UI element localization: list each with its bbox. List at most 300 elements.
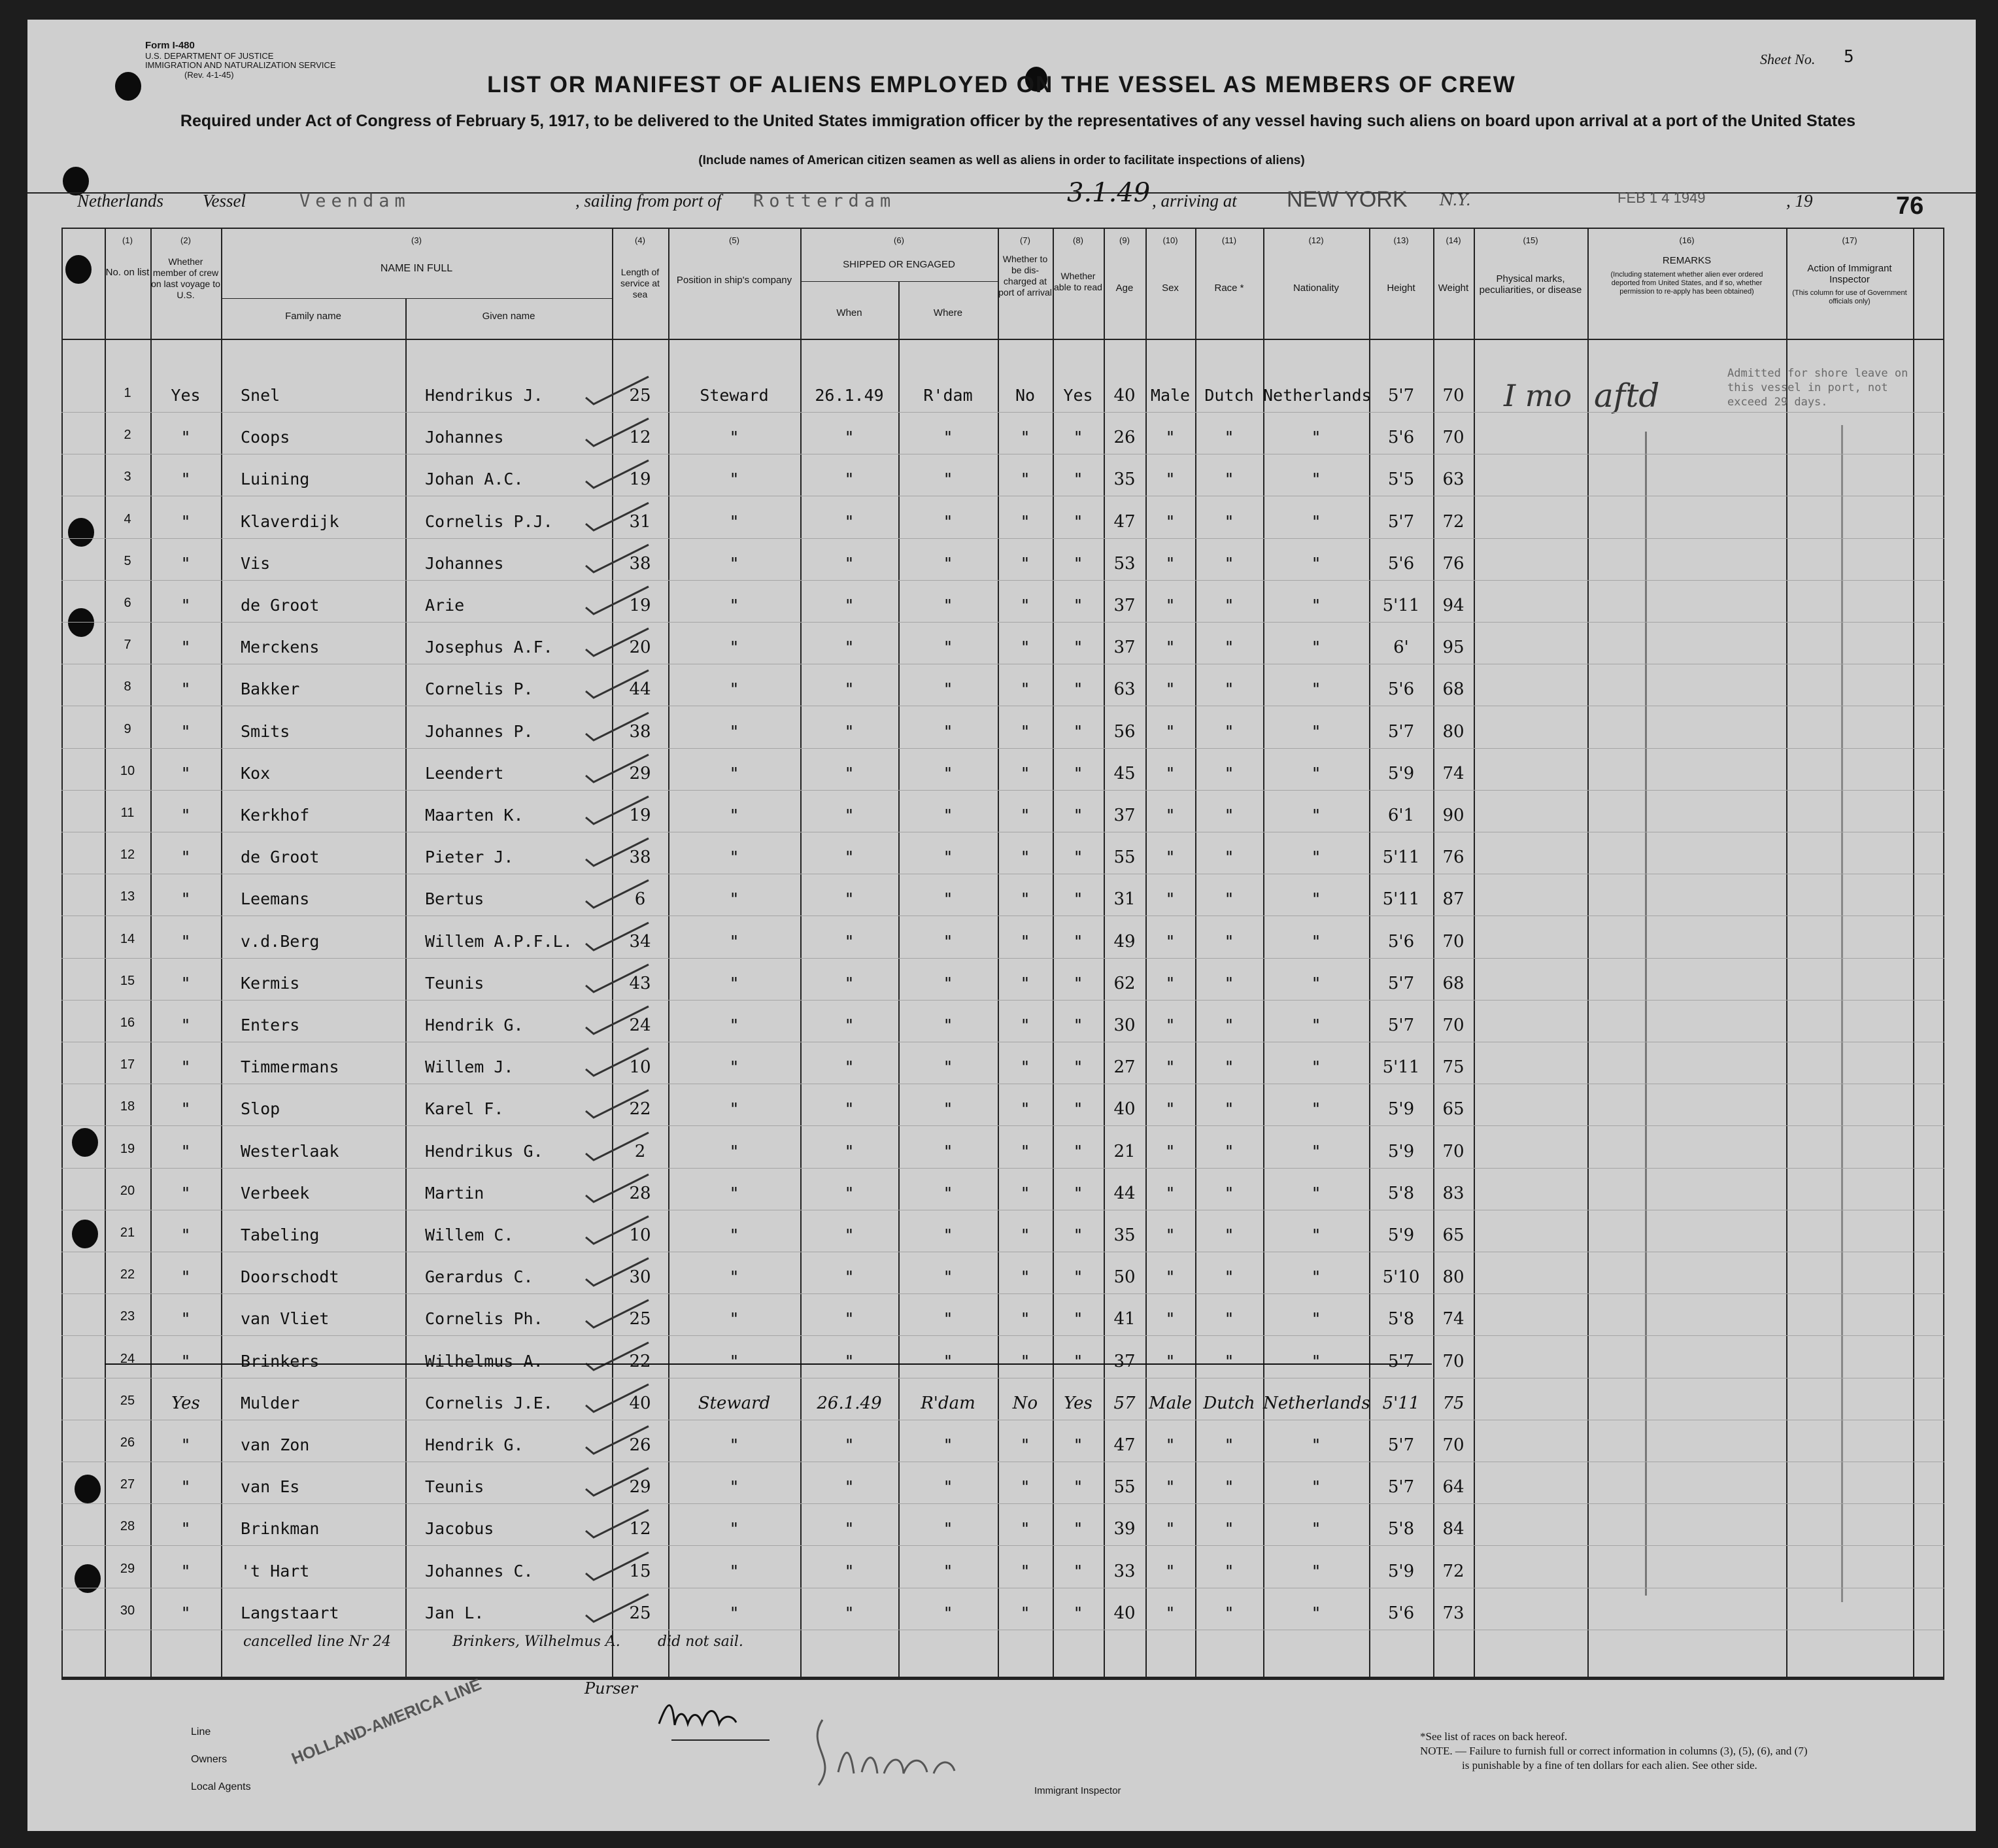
cell-row-number: 21 xyxy=(120,1225,135,1240)
cell-family-name: Doorschodt xyxy=(241,1267,339,1287)
cell-weight: 70 xyxy=(1442,1016,1465,1035)
cell-age: 39 xyxy=(1113,1519,1136,1539)
cell-nationality: " xyxy=(1311,1435,1321,1454)
cell-height: 5'8 xyxy=(1387,1183,1415,1203)
cell-able-to-read: " xyxy=(1073,428,1083,447)
cell-given-name: Karel F. xyxy=(425,1099,504,1119)
cell-sex: Male xyxy=(1150,386,1191,405)
check-mark-icon xyxy=(583,665,655,704)
cell-member-last-voyage: Yes xyxy=(171,1393,200,1413)
footer-rule xyxy=(61,1678,1944,1680)
vessel-prefix: Netherlands xyxy=(77,191,163,211)
sheet-number: 5 xyxy=(1844,47,1854,67)
cell-age: 21 xyxy=(1113,1141,1136,1161)
cell-row-number: 15 xyxy=(120,973,135,988)
cell-shipped-when: " xyxy=(844,511,855,531)
cell-sex: " xyxy=(1165,763,1176,783)
cell-discharged: " xyxy=(1020,847,1030,867)
cell-service-at-sea: 30 xyxy=(629,1267,651,1288)
cell-height: 5'7 xyxy=(1387,721,1415,742)
cell-row-number: 8 xyxy=(124,679,131,694)
check-mark-icon xyxy=(583,498,655,537)
form-number: Form I-480 xyxy=(145,40,195,51)
cell-weight: 75 xyxy=(1442,1393,1465,1413)
check-mark-icon xyxy=(583,1337,655,1377)
cell-discharged: " xyxy=(1020,470,1030,489)
cell-position: " xyxy=(729,553,739,573)
column-number: (13) xyxy=(1393,235,1409,245)
cell-sex: " xyxy=(1165,1519,1176,1539)
cell-given-name: Johan A.C. xyxy=(425,470,524,489)
cell-shipped-when: " xyxy=(844,763,855,783)
vessel-name: Veendam xyxy=(299,191,411,211)
cell-age: 55 xyxy=(1113,847,1136,868)
row-rule xyxy=(61,412,1944,413)
column-header-sex: Sex xyxy=(1162,282,1179,294)
cell-shipped-when: " xyxy=(844,638,855,657)
cell-service-at-sea: 6 xyxy=(634,889,646,910)
cell-race: " xyxy=(1224,1603,1234,1622)
cell-height: 5'10 xyxy=(1382,1267,1420,1288)
cell-able-to-read: " xyxy=(1073,1435,1083,1454)
column-number: (11) xyxy=(1221,235,1237,245)
cell-given-name: Bertus xyxy=(425,889,484,909)
cell-shipped-where: " xyxy=(943,638,953,657)
strike-through-line xyxy=(105,1363,1432,1365)
column-header-height: Height xyxy=(1387,282,1415,294)
cell-discharged: " xyxy=(1020,973,1030,993)
column-header-discharged: Whether to be dis-charged at port of arrival xyxy=(998,254,1052,298)
cell-position: " xyxy=(729,721,739,741)
column-number: (8) xyxy=(1073,235,1083,245)
cell-family-name: Westerlaak xyxy=(241,1141,339,1161)
column-number: (6) xyxy=(894,235,904,245)
cell-member-last-voyage: " xyxy=(180,1435,191,1454)
cell-height: 6' xyxy=(1393,638,1409,658)
column-header-nationality: Nationality xyxy=(1293,282,1340,294)
check-mark-icon xyxy=(583,413,655,453)
cell-height: 5'6 xyxy=(1387,931,1415,951)
cell-discharged: " xyxy=(1020,1519,1030,1539)
cell-age: 57 xyxy=(1113,1393,1136,1413)
cell-shipped-where: R'dam xyxy=(921,1393,975,1413)
cell-discharged: " xyxy=(1020,1351,1030,1371)
cell-position: " xyxy=(729,511,739,531)
cell-able-to-read: " xyxy=(1073,1225,1083,1244)
cell-shipped-where: " xyxy=(943,721,953,741)
cell-shipped-when: " xyxy=(844,1141,855,1161)
cell-able-to-read: " xyxy=(1073,1099,1083,1119)
cell-height: 5'6 xyxy=(1387,428,1415,448)
cell-row-number: 16 xyxy=(120,1016,135,1030)
cell-race: " xyxy=(1224,1099,1234,1119)
cell-weight: 73 xyxy=(1442,1603,1465,1623)
cell-shipped-where: " xyxy=(943,973,953,993)
cell-nationality: " xyxy=(1311,1561,1321,1581)
check-mark-icon xyxy=(583,833,655,872)
row-rule xyxy=(61,580,1944,581)
cell-sex: " xyxy=(1165,679,1176,699)
cell-position: " xyxy=(729,428,739,447)
cell-race: " xyxy=(1224,763,1234,783)
cell-given-name: Cornelis P. xyxy=(425,679,533,699)
cell-sex: " xyxy=(1165,847,1176,867)
cell-weight: 80 xyxy=(1442,721,1465,742)
cell-height: 5'11 xyxy=(1382,889,1420,910)
cell-member-last-voyage: " xyxy=(180,553,191,573)
check-mark-icon xyxy=(583,1379,655,1418)
row-rule xyxy=(61,790,1944,791)
cell-able-to-read: Yes xyxy=(1064,1393,1092,1413)
cell-height: 5'11 xyxy=(1382,847,1420,868)
cell-nationality: " xyxy=(1311,470,1321,489)
cell-given-name: Willem C. xyxy=(425,1225,514,1244)
cell-family-name: Langstaart xyxy=(241,1603,339,1622)
cell-family-name: Slop xyxy=(241,1099,280,1119)
port-from: Rotterdam xyxy=(753,191,896,211)
column-header-where: Where xyxy=(933,307,963,318)
row-rule xyxy=(61,1000,1944,1001)
cell-row-number: 17 xyxy=(120,1057,135,1072)
cell-discharged: " xyxy=(1020,1099,1030,1119)
cell-able-to-read: " xyxy=(1073,1267,1083,1287)
check-mark-icon xyxy=(583,1001,655,1040)
cell-position: " xyxy=(729,1183,739,1203)
row-rule xyxy=(61,1503,1944,1504)
cell-position: " xyxy=(729,1561,739,1581)
row-rule xyxy=(61,1293,1944,1294)
cell-row-number: 1 xyxy=(124,386,131,400)
check-mark-icon xyxy=(583,623,655,662)
cell-nationality: " xyxy=(1311,511,1321,531)
cell-height: 5'6 xyxy=(1387,1603,1415,1623)
arrival-date-stamp: FEB 1 4 1949 xyxy=(1617,190,1706,206)
cell-row-number: 26 xyxy=(120,1435,135,1450)
cell-nationality: " xyxy=(1311,847,1321,867)
column-number: (10) xyxy=(1162,235,1178,245)
cell-shipped-when: " xyxy=(844,1435,855,1454)
cell-shipped-where: " xyxy=(943,1225,953,1244)
cell-height: 5'7 xyxy=(1387,1016,1415,1035)
cell-weight: 95 xyxy=(1442,638,1465,658)
cell-age: 37 xyxy=(1113,806,1136,825)
cell-age: 33 xyxy=(1113,1561,1136,1581)
cell-family-name: van Es xyxy=(241,1477,300,1497)
cell-position: " xyxy=(729,1435,739,1454)
column-number: (9) xyxy=(1119,235,1130,245)
cell-service-at-sea: 19 xyxy=(629,806,651,825)
cell-race: " xyxy=(1224,973,1234,993)
cell-member-last-voyage: " xyxy=(180,721,191,741)
list-number: 76 xyxy=(1896,192,1924,220)
cell-discharged: No xyxy=(1015,386,1036,405)
cell-member-last-voyage: " xyxy=(180,428,191,447)
cell-member-last-voyage: " xyxy=(180,1183,191,1203)
check-mark-icon xyxy=(583,1085,655,1124)
column-number: (4) xyxy=(635,235,645,245)
cell-height: 5'7 xyxy=(1387,1435,1415,1455)
cell-service-at-sea: 12 xyxy=(629,1519,651,1539)
cell-discharged: " xyxy=(1020,1057,1030,1077)
cell-age: 30 xyxy=(1113,1016,1136,1035)
check-mark-icon xyxy=(583,1169,655,1208)
cell-position: " xyxy=(729,1016,739,1035)
cell-able-to-read: " xyxy=(1073,596,1083,615)
cell-family-name: 't Hart xyxy=(241,1561,310,1581)
cell-shipped-when: 26.1.49 xyxy=(817,1393,882,1413)
cell-discharged: " xyxy=(1020,806,1030,825)
cell-discharged: " xyxy=(1020,679,1030,699)
check-mark-icon xyxy=(583,1253,655,1292)
cell-sex: " xyxy=(1165,1561,1176,1581)
cell-row-number: 23 xyxy=(120,1309,135,1324)
cell-discharged: " xyxy=(1020,1016,1030,1035)
cell-height: 5'9 xyxy=(1387,1099,1415,1120)
line-label: Line xyxy=(191,1726,211,1737)
column-number: (12) xyxy=(1308,235,1324,245)
cell-position: " xyxy=(729,1351,739,1371)
header-rule xyxy=(61,339,1944,340)
cell-service-at-sea: 12 xyxy=(629,428,651,448)
cell-weight: 70 xyxy=(1442,1141,1465,1161)
cell-member-last-voyage: " xyxy=(180,806,191,825)
cell-sex: " xyxy=(1165,1309,1176,1329)
cell-sex: " xyxy=(1165,553,1176,573)
cell-sex: " xyxy=(1165,1267,1176,1287)
cell-able-to-read: " xyxy=(1073,847,1083,867)
cell-service-at-sea: 10 xyxy=(629,1225,651,1245)
name-subrule xyxy=(221,298,612,299)
cell-discharged: " xyxy=(1020,1603,1030,1622)
cell-discharged: " xyxy=(1020,1309,1030,1329)
check-mark-icon xyxy=(583,581,655,621)
cell-nationality: " xyxy=(1311,553,1321,573)
cell-race: Dutch xyxy=(1203,1393,1255,1413)
cell-discharged: " xyxy=(1020,638,1030,657)
cell-shipped-where: " xyxy=(943,763,953,783)
cell-height: 5'7 xyxy=(1387,511,1415,532)
cell-height: 5'6 xyxy=(1387,679,1415,700)
cell-service-at-sea: 22 xyxy=(629,1351,651,1371)
cell-able-to-read: " xyxy=(1073,763,1083,783)
cell-shipped-when: " xyxy=(844,931,855,951)
cell-able-to-read: " xyxy=(1073,1561,1083,1581)
cell-row-number: 30 xyxy=(120,1603,135,1618)
cell-able-to-read: " xyxy=(1073,511,1083,531)
cell-shipped-where: " xyxy=(943,1477,953,1497)
inspector-label: Immigrant Inspector xyxy=(1034,1785,1121,1796)
cell-sex: " xyxy=(1165,511,1176,531)
cell-service-at-sea: 25 xyxy=(629,1603,651,1623)
column-header-service: Length of service at sea xyxy=(620,267,660,299)
cell-race: " xyxy=(1224,1057,1234,1077)
column-number: (16) xyxy=(1679,235,1695,245)
cell-given-name: Leendert xyxy=(425,763,504,783)
cell-discharged: " xyxy=(1020,428,1030,447)
cell-race: " xyxy=(1224,511,1234,531)
cell-shipped-where: " xyxy=(943,1099,953,1119)
cell-member-last-voyage: " xyxy=(180,889,191,909)
cell-sex: " xyxy=(1165,1225,1176,1244)
row-rule xyxy=(61,1168,1944,1169)
cell-sex: " xyxy=(1165,428,1176,447)
column-header-remarks-note: (Including statement whether alien ever ordered deported from United States, and if so, whether permission to re-apply has been obtained) xyxy=(1610,271,1763,296)
cell-member-last-voyage: " xyxy=(180,1141,191,1161)
check-mark-icon xyxy=(583,1043,655,1082)
cell-age: 37 xyxy=(1113,638,1136,658)
check-mark-icon xyxy=(583,875,655,914)
races-note: *See list of races on back hereof. xyxy=(1420,1730,1568,1743)
cell-weight: 70 xyxy=(1442,428,1465,448)
cell-given-name: Jacobus xyxy=(425,1519,494,1539)
column-header-action-note: (This column for use of Government officials only) xyxy=(1792,289,1907,305)
cell-shipped-when: 26.1.49 xyxy=(815,386,884,405)
cell-position: Steward xyxy=(698,1393,771,1413)
cell-able-to-read: " xyxy=(1073,1183,1083,1203)
action-ditto-line xyxy=(1841,425,1843,1602)
cell-position: " xyxy=(729,1603,739,1622)
cell-family-name: van Zon xyxy=(241,1435,310,1454)
cell-row-number: 3 xyxy=(124,470,131,485)
cell-race: " xyxy=(1224,847,1234,867)
cell-member-last-voyage: " xyxy=(180,1309,191,1329)
cell-row-number: 12 xyxy=(120,847,135,863)
cell-row-number: 6 xyxy=(124,596,131,610)
cell-service-at-sea: 26 xyxy=(629,1435,651,1455)
cell-height: 5'7 xyxy=(1387,973,1415,993)
cell-row-number: 7 xyxy=(124,638,131,653)
cell-sex: " xyxy=(1165,638,1176,657)
cell-discharged: " xyxy=(1020,553,1030,573)
cell-family-name: Timmermans xyxy=(241,1057,339,1077)
column-number: (2) xyxy=(180,235,191,245)
arrival-port: NEW YORK xyxy=(1287,187,1408,212)
cell-weight: 68 xyxy=(1442,973,1465,993)
cell-weight: 70 xyxy=(1442,1351,1465,1371)
cell-nationality: " xyxy=(1311,763,1321,783)
cell-nationality: " xyxy=(1311,428,1321,447)
cell-able-to-read: " xyxy=(1073,721,1083,741)
cell-age: 37 xyxy=(1113,1351,1136,1371)
cell-discharged: " xyxy=(1020,511,1030,531)
cell-shipped-when: " xyxy=(844,1267,855,1287)
cell-service-at-sea: 44 xyxy=(629,679,651,700)
cell-nationality: " xyxy=(1311,1141,1321,1161)
cell-position: " xyxy=(729,889,739,909)
cell-nationality: Netherlands xyxy=(1263,386,1372,405)
cell-position: " xyxy=(729,1225,739,1244)
cell-member-last-voyage: " xyxy=(180,1351,191,1371)
cell-age: 44 xyxy=(1113,1183,1136,1203)
owners-label: Owners xyxy=(191,1754,228,1765)
cell-height: 5'11 xyxy=(1382,596,1420,615)
cell-weight: 70 xyxy=(1442,386,1465,405)
cell-race: " xyxy=(1224,721,1234,741)
column-header-physical: Physical marks, peculiarities, or disease xyxy=(1479,273,1582,296)
cell-member-last-voyage: " xyxy=(180,1561,191,1581)
cell-nationality: " xyxy=(1311,1519,1321,1539)
column-header-action: Action of Immigrant Inspector xyxy=(1807,263,1892,285)
cell-family-name: Merckens xyxy=(241,638,320,657)
cell-given-name: Josephus A.F. xyxy=(425,638,553,657)
admission-note: Admitted for shore leave on this vessel in port, not exceed 29 days. xyxy=(1727,367,1908,409)
cell-shipped-where: " xyxy=(943,511,953,531)
cell-race: " xyxy=(1224,470,1234,489)
cell-nationality: " xyxy=(1311,806,1321,825)
cell-position: " xyxy=(729,1057,739,1077)
penalty-note-2: is punishable by a fine of ten dollars for each alien. See other side. xyxy=(1462,1759,1757,1771)
cell-member-last-voyage: " xyxy=(180,1519,191,1539)
cell-race: " xyxy=(1224,1519,1234,1539)
column-number: (5) xyxy=(729,235,739,245)
column-header-when: When xyxy=(836,307,862,318)
cell-shipped-where: " xyxy=(943,931,953,951)
cell-race: " xyxy=(1224,596,1234,615)
cell-race: " xyxy=(1224,1561,1234,1581)
cell-position: " xyxy=(729,931,739,951)
cell-age: 63 xyxy=(1113,679,1136,700)
check-mark-icon xyxy=(583,1211,655,1250)
cell-nationality: " xyxy=(1311,1183,1321,1203)
cell-row-number: 4 xyxy=(124,511,131,526)
cell-race: " xyxy=(1224,1351,1234,1371)
cell-family-name: Brinkers xyxy=(241,1351,320,1371)
cell-service-at-sea: 2 xyxy=(634,1141,646,1161)
cell-able-to-read: " xyxy=(1073,1351,1083,1371)
cell-age: 27 xyxy=(1113,1057,1136,1078)
cell-shipped-when: " xyxy=(844,1016,855,1035)
cell-given-name: Wilhelmus A. xyxy=(425,1351,543,1371)
cell-shipped-when: " xyxy=(844,973,855,993)
cell-position: " xyxy=(729,763,739,783)
cell-member-last-voyage: " xyxy=(180,1057,191,1077)
cell-sex: " xyxy=(1165,1183,1176,1203)
cell-nationality: " xyxy=(1311,679,1321,699)
cell-race: " xyxy=(1224,1309,1234,1329)
cell-height: 5'8 xyxy=(1387,1519,1415,1539)
cell-race: " xyxy=(1224,1225,1234,1244)
line-stamp: HOLLAND-AMERICA LINE xyxy=(289,1675,484,1768)
row-rule xyxy=(61,748,1944,749)
cell-shipped-when: " xyxy=(844,428,855,447)
cell-shipped-when: " xyxy=(844,806,855,825)
cell-age: 62 xyxy=(1113,973,1136,993)
cell-shipped-where: " xyxy=(943,806,953,825)
cell-weight: 76 xyxy=(1442,847,1465,868)
cell-shipped-where: " xyxy=(943,1141,953,1161)
cell-member-last-voyage: " xyxy=(180,973,191,993)
cell-given-name: Pieter J. xyxy=(425,847,514,867)
cell-age: 26 xyxy=(1113,428,1136,448)
cell-weight: 72 xyxy=(1442,1561,1465,1581)
sheet-label: Sheet No. xyxy=(1760,51,1816,67)
cell-sex: " xyxy=(1165,1435,1176,1454)
column-header-age: Age xyxy=(1115,282,1134,294)
cell-member-last-voyage: Yes xyxy=(171,386,201,405)
cell-weight: 76 xyxy=(1442,553,1465,573)
cell-shipped-where: " xyxy=(943,889,953,909)
check-mark-icon xyxy=(583,959,655,999)
inspector-signature xyxy=(799,1700,982,1798)
check-mark-icon xyxy=(583,708,655,747)
cell-nationality: " xyxy=(1311,1099,1321,1119)
cell-age: 50 xyxy=(1113,1267,1136,1288)
cell-nationality: Netherlands xyxy=(1263,1393,1370,1413)
cell-shipped-where: " xyxy=(943,1057,953,1077)
cell-shipped-when: " xyxy=(844,1225,855,1244)
remarks-ditto-line xyxy=(1645,432,1647,1596)
cell-shipped-where: R'dam xyxy=(923,386,973,405)
